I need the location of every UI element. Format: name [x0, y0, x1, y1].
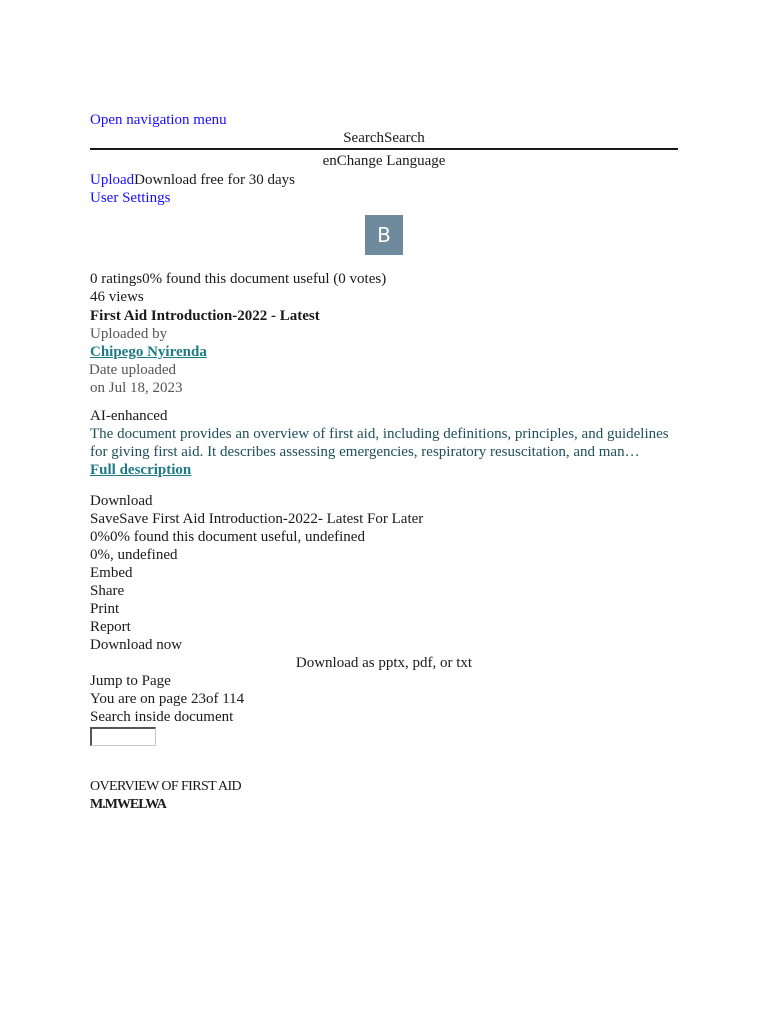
open-navigation-menu-link[interactable]: Open navigation menu: [90, 112, 227, 128]
report-button[interactable]: Report: [90, 619, 131, 635]
search-inside-label: Search inside document: [90, 709, 234, 725]
avatar[interactable]: B: [365, 215, 403, 255]
document-preview: [90, 778, 678, 814]
views-count: 46 views: [90, 289, 144, 305]
not-useful-button[interactable]: 0%, undefined: [90, 547, 178, 563]
save-for-later-button[interactable]: SaveSave First Aid Introduction-2022- Latest For Later: [90, 511, 424, 527]
share-button[interactable]: Share: [90, 583, 125, 599]
document-author: M.MWELWA: [90, 797, 166, 812]
search-bar[interactable]: [90, 129, 678, 150]
download-formats-text: Download as pptx, pdf, or txt: [295, 655, 473, 671]
document-heading: OVERVIEW OF FIRST AID: [90, 779, 242, 794]
upload-row: [90, 171, 678, 189]
page-status: You are on page 23of 114: [90, 691, 245, 707]
download-button[interactable]: Download: [90, 493, 153, 509]
document-actions: [90, 492, 678, 746]
search-inside-input[interactable]: [90, 727, 156, 746]
avatar-container: [90, 215, 678, 255]
document-title: First Aid Introduction-2022 - Latest: [90, 308, 320, 324]
full-description-link[interactable]: Full description: [90, 462, 192, 478]
language-selector[interactable]: [90, 152, 678, 170]
language-label[interactable]: enChange Language: [322, 153, 446, 169]
date-uploaded-value: on Jul 18, 2023: [90, 380, 183, 396]
document-meta: [90, 270, 678, 397]
search-label[interactable]: SearchSearch: [343, 130, 425, 146]
useful-button[interactable]: 0%0% found this document useful, undefined: [90, 529, 365, 545]
content: [90, 111, 678, 814]
uploaded-by-label: Uploaded by: [90, 326, 168, 342]
upload-link[interactable]: Upload: [90, 172, 135, 188]
ai-summary: [90, 407, 678, 479]
ai-enhanced-label: AI-enhanced: [90, 408, 168, 424]
jump-to-page-label: Jump to Page: [90, 673, 171, 689]
document-description: The document provides an overview of first aid, including definitions, principles, and guidelines for giving first aid. It describes assessing emergencies, respiratory resuscitation, and man…: [90, 426, 669, 460]
user-settings-link[interactable]: User Settings: [90, 190, 171, 206]
print-button[interactable]: Print: [90, 601, 120, 617]
download-now-button[interactable]: Download now: [90, 637, 183, 653]
ratings-text: 0 ratings0% found this document useful (0 votes): [90, 271, 387, 287]
embed-button[interactable]: Embed: [90, 565, 133, 581]
download-free-label[interactable]: Download free for 30 days: [134, 172, 295, 188]
date-uploaded-label: Date uploaded: [89, 362, 177, 378]
uploader-link[interactable]: Chipego Nyirenda: [90, 344, 207, 360]
